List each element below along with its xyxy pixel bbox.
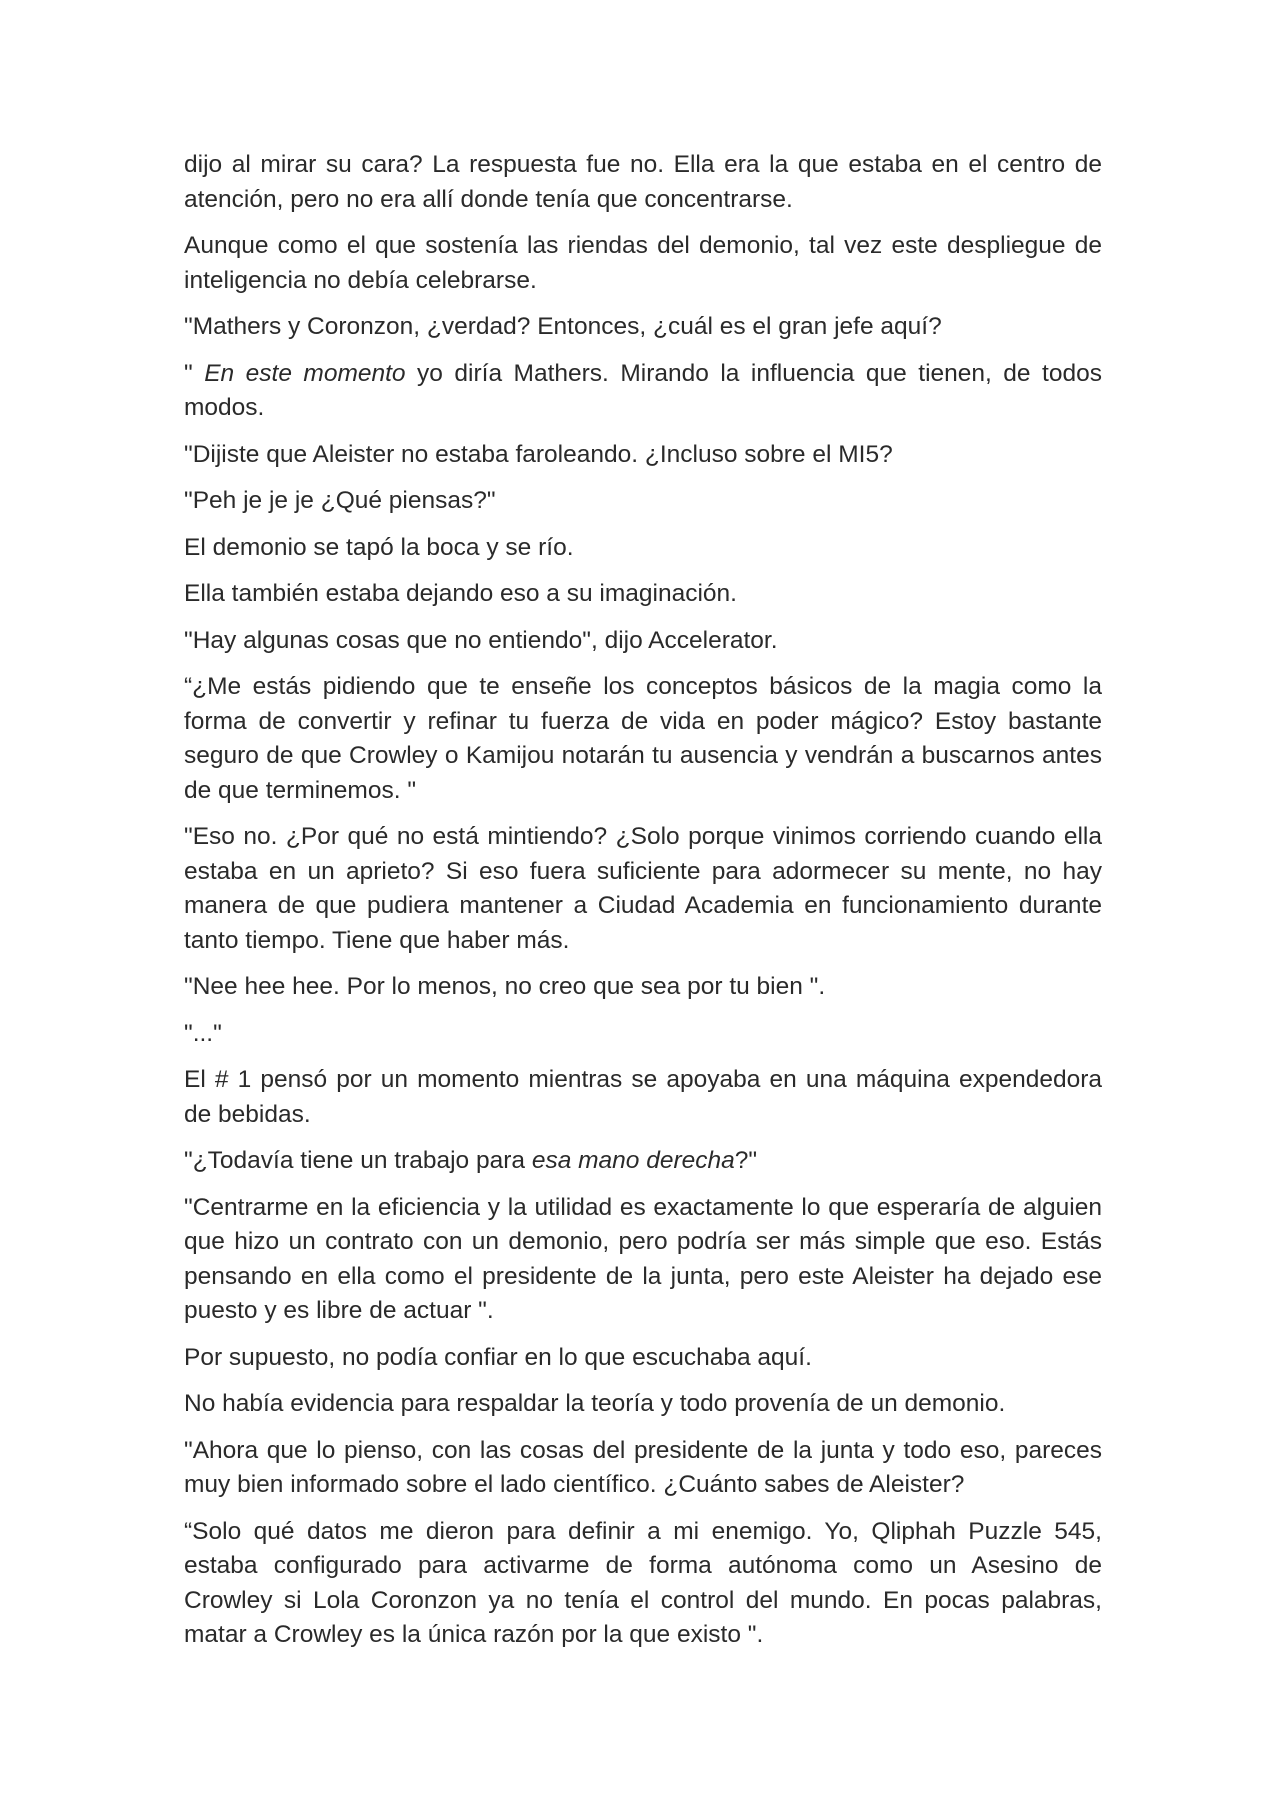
paragraph (184, 1063, 1102, 1132)
paragraph-text: El demonio se tapó la boca y se río. (184, 533, 574, 561)
paragraph-text: yo diría Mathers. Mirando la influencia que tienen, de todos modos. (184, 359, 1102, 421)
paragraph (184, 1434, 1102, 1503)
paragraph-text: "Eso no. ¿Por qué no está mintiendo? ¿Solo porque vinimos corriendo cuando ella estaba en un aprieto? Si eso fuera suficiente para adormecer su mente, no hay manera de que pudiera mantener a Ciudad Academia en funcionamiento durante tanto tiempo. Tiene que haber más. (184, 823, 1102, 954)
paragraph-text: “¿Me estás pidiendo que te enseñe los conceptos básicos de la magia como la forma de convertir y refinar tu fuerza de vida en poder mágico? Estoy bastante seguro de que Crowley o Kamijou notarán tu ausencia y vendrán a buscarnos antes de que terminemos. " (184, 673, 1102, 804)
paragraph (184, 970, 1102, 1005)
paragraph-text: " (184, 359, 205, 387)
paragraph (184, 310, 1102, 345)
paragraph (184, 577, 1102, 612)
body-text (184, 148, 1102, 1665)
paragraph (184, 357, 1102, 426)
paragraph (184, 1017, 1102, 1052)
paragraph-text: "Ahora que lo pienso, con las cosas del presidente de la junta y todo eso, pareces muy bien informado sobre el lado científico. ¿Cuánto sabes de Aleister? (184, 1436, 1102, 1498)
paragraph-text: dijo al mirar su cara? La respuesta fue no. Ella era la que estaba en el centro de atención, pero no era allí donde tenía que concentrarse. (184, 151, 1102, 213)
paragraph-text: "Dijiste que Aleister no estaba faroleando. ¿Incluso sobre el MI5? (184, 440, 893, 468)
paragraph (184, 229, 1102, 298)
paragraph (184, 1341, 1102, 1376)
paragraph-text: "Centrarme en la eficiencia y la utilidad es exactamente lo que esperaría de alguien que hizo un contrato con un demonio, pero podría ser más simple que eso. Estás pensando en ella como el presidente de la junta, pero este Aleister ha dejado ese puesto y es libre de actuar ". (184, 1193, 1102, 1324)
paragraph (184, 624, 1102, 659)
paragraph-text: "Mathers y Coronzon, ¿verdad? Entonces, ¿cuál es el gran jefe aquí? (184, 313, 942, 340)
paragraph-text: "Peh je je je ¿Qué piensas?" (184, 487, 496, 514)
paragraph (184, 148, 1102, 217)
paragraph (184, 820, 1102, 958)
paragraph (184, 670, 1102, 808)
paragraph-text: "Nee hee hee. Por lo menos, no creo que sea por tu bien ". (184, 973, 826, 1000)
paragraph-text: Aunque como el que sostenía las riendas del demonio, tal vez este despliegue de inteligencia no debía celebrarse. (184, 232, 1102, 294)
paragraph-text: ?" (734, 1147, 758, 1174)
paragraph (184, 1515, 1102, 1653)
paragraph-text: "..." (184, 1019, 222, 1047)
paragraph (184, 531, 1102, 566)
paragraph (184, 438, 1102, 473)
emphasized-text: En este momento (204, 359, 406, 387)
paragraph-text: No había evidencia para respaldar la teoría y todo provenía de un demonio. (184, 1390, 1006, 1417)
paragraph (184, 1144, 1102, 1179)
paragraph-text: Por supuesto, no podía confiar en lo que escuchaba aquí. (184, 1343, 812, 1371)
paragraph (184, 484, 1102, 519)
paragraph-text: "Hay algunas cosas que no entiendo", dijo Accelerator. (184, 626, 778, 654)
paragraph-text: "¿Todavía tiene un trabajo para (184, 1147, 532, 1174)
paragraph-text: Ella también estaba dejando eso a su imaginación. (184, 580, 737, 607)
paragraph (184, 1387, 1102, 1422)
paragraph-text: El # 1 pensó por un momento mientras se apoyaba en una máquina expendedora de bebidas. (184, 1066, 1102, 1128)
paragraph-text: “Solo qué datos me dieron para definir a mi enemigo. Yo, Qliphah Puzzle 545, estaba configurado para activarme de forma autónoma como un Asesino de Crowley si Lola Coronzon ya no tenía el control del mundo. En pocas palabras, matar a Crowley es la única razón por la que existo ". (184, 1517, 1102, 1648)
paragraph (184, 1191, 1102, 1329)
emphasized-text: esa mano derecha (531, 1147, 735, 1174)
